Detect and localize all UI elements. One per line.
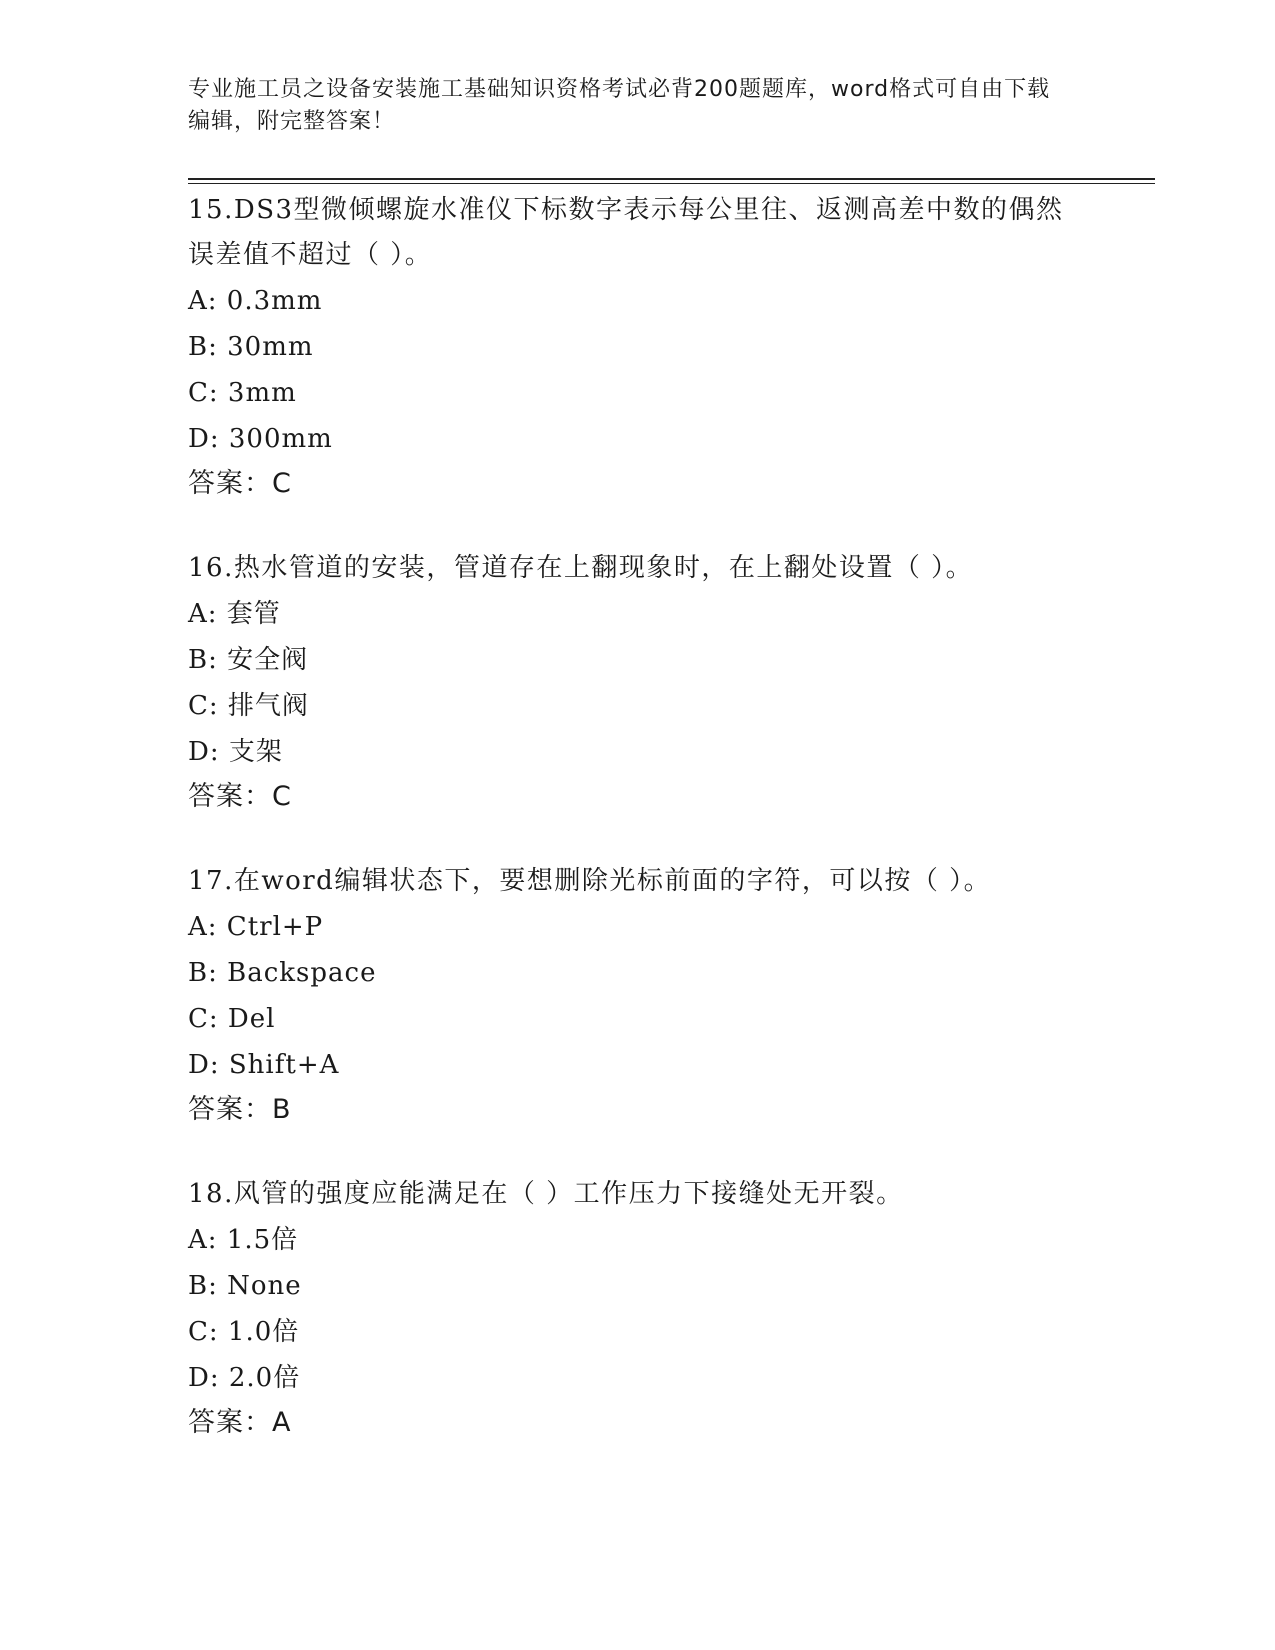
question-16 (188, 546, 1088, 819)
question-18 (188, 1172, 1088, 1445)
question-list (188, 188, 1088, 1485)
question-stem: 18.风管的强度应能满足在（ ）工作压力下接缝处无开裂。 (188, 1179, 904, 1209)
header-divider (188, 178, 1155, 184)
option-d: D: 300mm (188, 424, 333, 454)
option-b: B: None (188, 1271, 302, 1301)
answer: 答案：C (188, 468, 292, 499)
option-a: A: 套管 (188, 599, 281, 629)
answer: 答案：B (188, 1094, 292, 1125)
option-b: B: Backspace (188, 958, 377, 988)
question-15 (188, 188, 1088, 506)
option-b: B: 安全阀 (188, 645, 309, 675)
option-c: C: 排气阀 (188, 691, 309, 721)
option-c: C: 1.0倍 (188, 1317, 300, 1347)
option-c: C: Del (188, 1004, 276, 1034)
option-d: D: Shift+A (188, 1050, 340, 1080)
option-a: A: Ctrl+P (188, 912, 324, 942)
option-d: D: 支架 (188, 737, 283, 767)
question-17 (188, 859, 1088, 1132)
question-stem: 15.DS3型微倾螺旋水准仪下标数字表示每公里往、返测高差中数的偶然误差值不超过（ ）。 (188, 195, 1064, 270)
option-d: D: 2.0倍 (188, 1363, 301, 1393)
answer: 答案：A (188, 1407, 292, 1438)
option-a: A: 1.5倍 (188, 1225, 299, 1255)
question-stem: 17.在word编辑状态下，要想删除光标前面的字符，可以按（ ）。 (188, 866, 992, 896)
answer: 答案：C (188, 781, 292, 812)
question-stem: 16.热水管道的安装，管道存在上翻现象时，在上翻处设置（ ）。 (188, 553, 974, 583)
option-a: A: 0.3mm (188, 286, 323, 316)
option-c: C: 3mm (188, 378, 297, 408)
option-b: B: 30mm (188, 332, 314, 362)
document-header: 专业施工员之设备安装施工基础知识资格考试必背200题题库，word格式可自由下载编辑，附完整答案！ (188, 77, 1051, 134)
